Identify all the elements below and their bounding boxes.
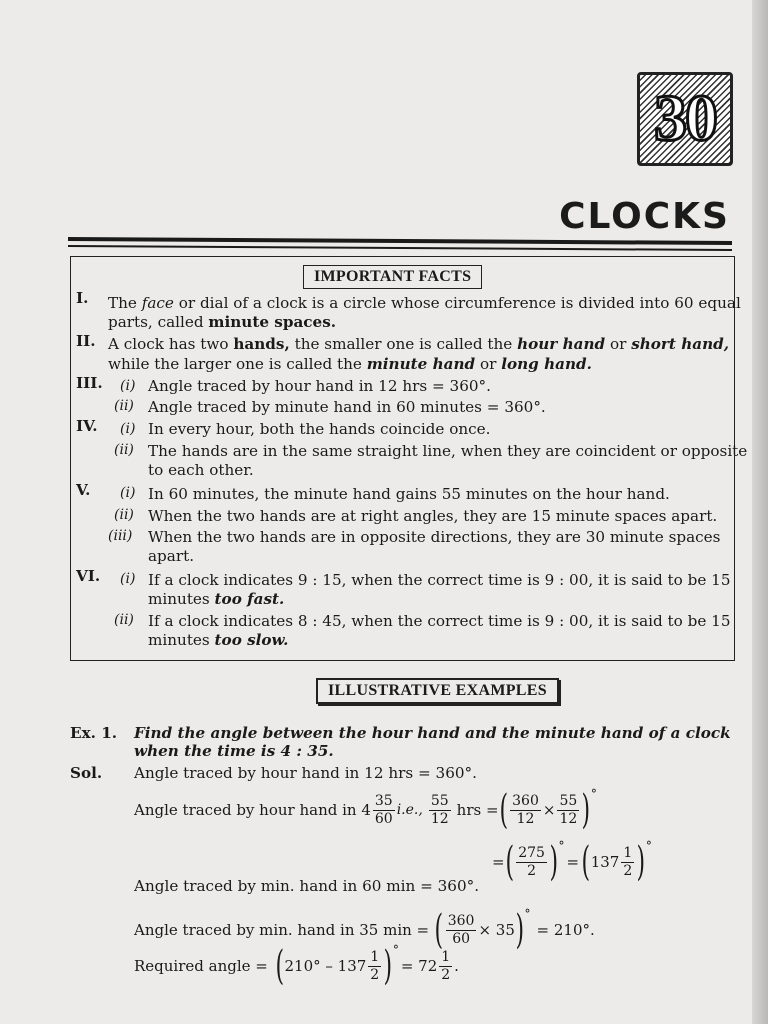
fact-number: VI.: [76, 567, 101, 585]
solution-equation: = ( $\frac{275}{2}$ ) ° = ( 137 $\frac{1}{2}$ ) °: [492, 839, 652, 885]
fact-line: If a clock indicates 9 : 15, when the correct time is 9 : 00, it is said to be 15: [148, 571, 731, 589]
fact-line: The face or dial of a clock is a circle whose circumference is divided into 60 equal: [108, 294, 741, 312]
page-edge: [752, 0, 768, 1024]
fact-line: while the larger one is called the minute hand or long hand.: [108, 355, 592, 373]
sub-number: (i): [120, 485, 136, 501]
fact-number: II.: [76, 332, 96, 350]
fact-number: V.: [76, 481, 91, 499]
example-question: when the time is 4 : 35.: [134, 742, 334, 760]
fact-line: The hands are in the same straight line, when they are coincident or opposite: [148, 442, 748, 460]
sub-number: (i): [120, 421, 136, 437]
fact-number: III.: [76, 374, 103, 392]
fact-line: Angle traced by hour hand in 12 hrs = 360°.: [148, 377, 491, 395]
fact-number: IV.: [76, 417, 98, 435]
solution-label: Sol.: [70, 764, 103, 782]
fact-line: When the two hands are at right angles, they are 15 minute spaces apart.: [148, 507, 718, 525]
solution-equation: Angle traced by min. hand in 35 min = ( $\frac{360}{60}$ × 35 ) ° = 210°.: [134, 907, 595, 953]
sub-number: (i): [120, 571, 136, 587]
fact-line: minutes too fast.: [148, 590, 285, 608]
title-rule-thin: [68, 245, 732, 251]
fact-line: In every hour, both the hands coincide once.: [148, 420, 491, 438]
sub-number: (iii): [108, 528, 133, 544]
fact-line: A clock has two hands, the smaller one is called the hour hand or short hand,: [108, 335, 730, 353]
fact-line: apart.: [148, 547, 195, 565]
fact-line: In 60 minutes, the minute hand gains 55 minutes on the hour hand.: [148, 485, 670, 503]
sub-number: (ii): [114, 398, 134, 414]
solution-line: Angle traced by min. hand in 60 min = 360°.: [134, 877, 480, 895]
chapter-title: CLOCKS: [559, 196, 730, 237]
fact-line: to each other.: [148, 461, 254, 479]
sub-number: (i): [120, 378, 136, 394]
solution-line: Angle traced by hour hand in 12 hrs = 360°.: [134, 764, 477, 782]
fact-line: parts, called minute spaces.: [108, 313, 337, 331]
fact-line: minutes too slow.: [148, 631, 289, 649]
chapter-number-badge: [637, 72, 733, 166]
example-label: Ex. 1.: [70, 724, 118, 742]
fact-line: When the two hands are in opposite directions, they are 30 minute spaces: [148, 528, 721, 546]
fact-number: I.: [76, 289, 89, 307]
sub-number: (ii): [114, 612, 134, 628]
sub-number: (ii): [114, 442, 134, 458]
example-question: Find the angle between the hour hand and the minute hand of a clock: [134, 724, 731, 742]
important-facts-heading: IMPORTANT FACTS: [303, 265, 482, 289]
fact-line: If a clock indicates 8 : 45, when the correct time is 9 : 00, it is said to be 15: [148, 612, 731, 630]
chapter-number: 30: [654, 82, 716, 155]
title-rule-thick: [68, 237, 732, 245]
fact-line: Angle traced by minute hand in 60 minutes = 360°.: [148, 398, 546, 416]
solution-equation: Required angle = ( 210° – 137 $\frac{1}{2}$ ) ° = 72 $\frac{1}{2}$ .: [134, 943, 459, 989]
solution-equation: Angle traced by hour hand in 4 $\frac{35}{60}$ i.e., $\frac{55}{12}$ hrs = ( $\frac{360}{12}$ × $\frac{55}{12}$ ) °: [134, 787, 597, 833]
illustrative-examples-heading: ILLUSTRATIVE EXAMPLES: [316, 678, 559, 704]
sub-number: (ii): [114, 507, 134, 523]
